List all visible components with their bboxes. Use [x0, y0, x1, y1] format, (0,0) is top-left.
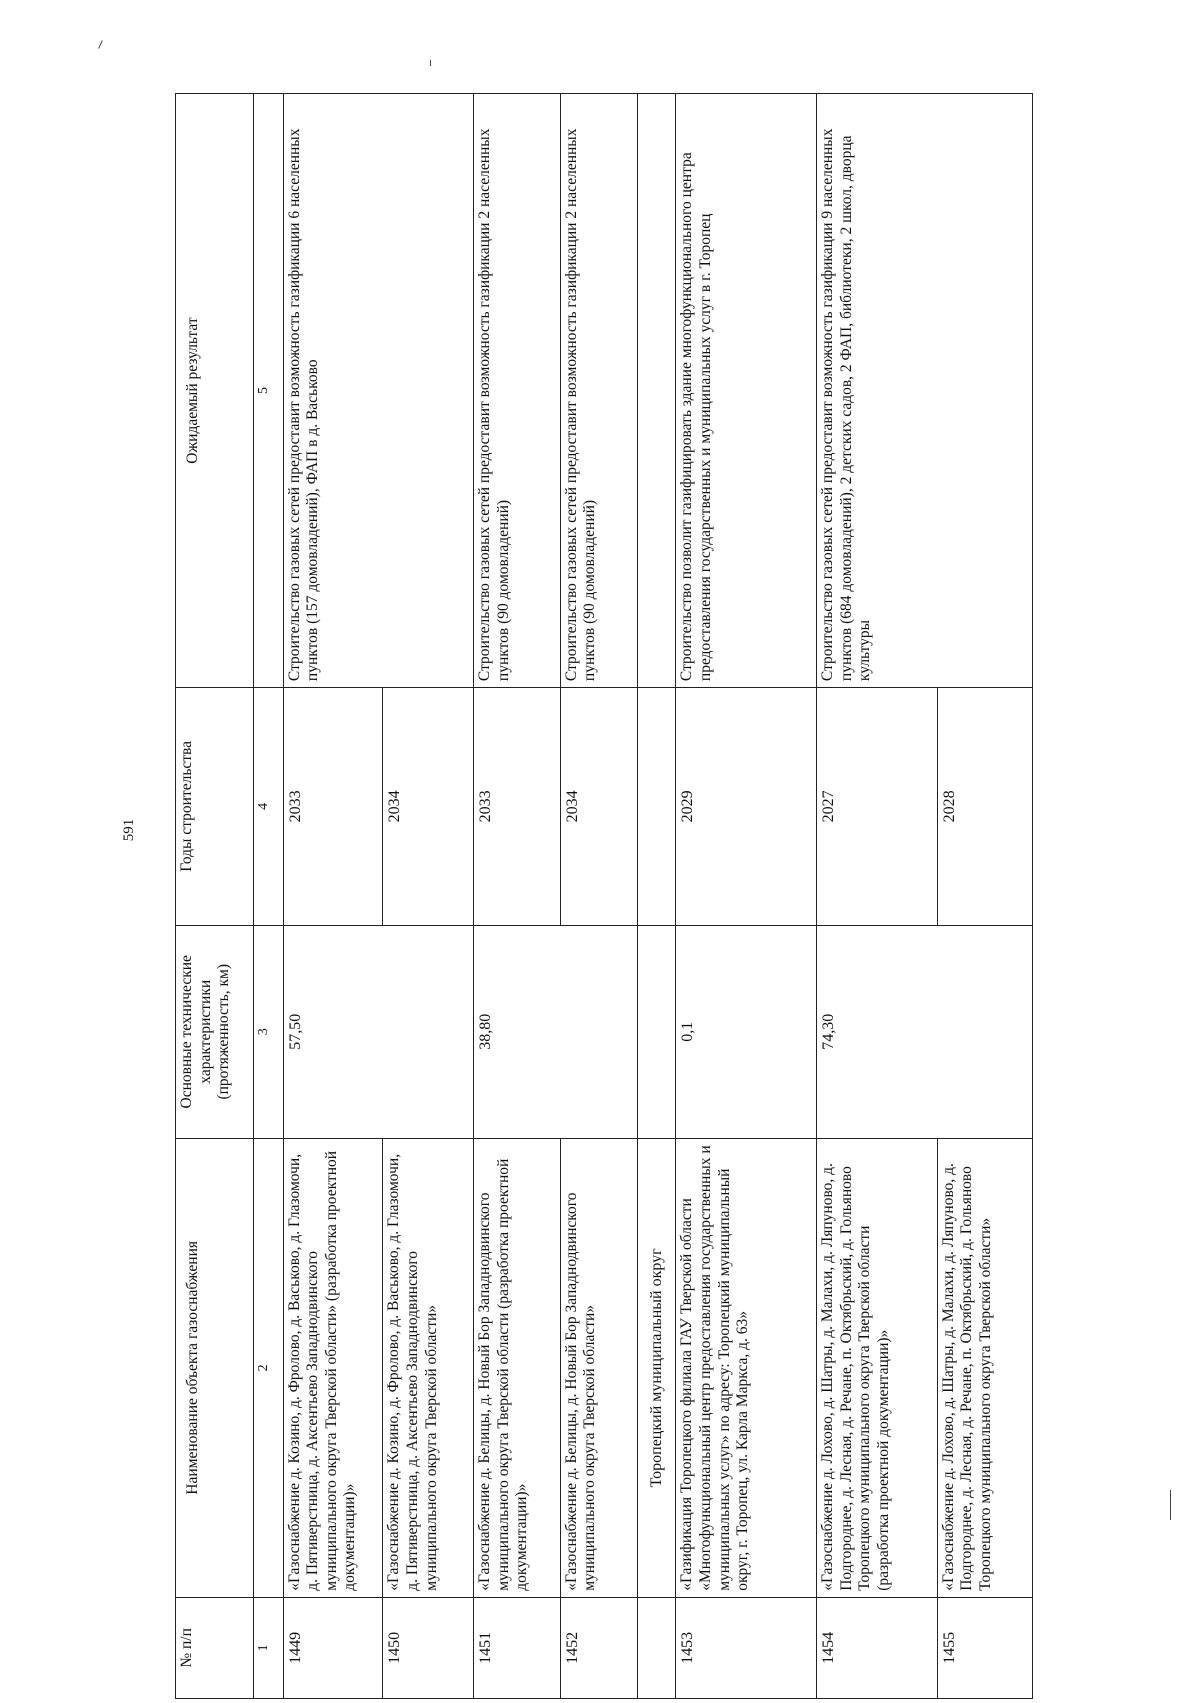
expected-result: Строительство газовых сетей предоставит возможность газификации 9 населенных пунктов (684 домовладений), 2 детских садов, 2 ФАП, библиотеки, 2 школ, дворца культуры [817, 94, 1033, 688]
object-name: «Газоснабжение д. Козино, д. Фролово, д. Васьково, д. Глазомочи, д. Пятиверстница, д. Аксентьево Западнодвинского муниципального округа Тверской области» (разработка проектной документации)» [283, 1138, 383, 1597]
construction-year: 2033 [474, 688, 560, 926]
empty-cell [637, 1597, 676, 1698]
table-section-row [637, 94, 676, 1699]
row-number: 1451 [474, 1597, 560, 1698]
column-number-5: 5 [254, 94, 284, 688]
expected-result: Строительство позволит газифицировать здание многофункционального центра предоставления государственных и муниципальных услуг в г. Торопец [676, 94, 817, 688]
expected-result: Строительство газовых сетей предоставит возможность газификации 2 населенных пунктов (90 домовладений) [560, 94, 637, 688]
table-row [560, 94, 637, 1699]
object-name: «Газоснабжение д. Белицы, д. Новый Бор Западнодвинского муниципального округа Тверской области (разработка проектной документации)» [474, 1138, 560, 1597]
row-number: 1454 [817, 1597, 937, 1698]
row-number: 1455 [937, 1597, 1032, 1698]
header-result: Ожидаемый результат [176, 94, 254, 688]
column-number-1: 1 [254, 1597, 284, 1698]
header-years: Годы строительства [176, 688, 254, 926]
table-row [817, 94, 937, 1699]
empty-cell [637, 925, 676, 1138]
row-number: 1453 [676, 1597, 817, 1698]
construction-year: 2034 [383, 688, 474, 926]
construction-year: 2029 [676, 688, 817, 926]
header-num: № п/п [176, 1597, 254, 1698]
table-row [474, 94, 560, 1699]
table-row [676, 94, 817, 1699]
row-number: 1452 [560, 1597, 637, 1698]
header-name: Наименование объекта газоснабжения [176, 1138, 254, 1597]
header-length: Основные технические характеристики (протяженность, км) [176, 925, 254, 1138]
length-value: 0,1 [676, 925, 817, 1138]
section-title: Торопецкий муниципальный округ [637, 1138, 676, 1597]
length-value: 74,30 [817, 925, 1033, 1138]
construction-year: 2033 [283, 688, 383, 926]
object-name: «Газоснабжение д. Лохово, д. Шатры, д. Малахи, д. Ляпуново, д. Подгороднее, д. Лесная, д. Речане, п. Октябрьский, д. Гольяново Торопецкого муниципального округа Тверской области» [937, 1138, 1032, 1597]
object-name: «Газификация Торопецкого филиала ГАУ Тверской области «Многофункциональный центр предоставления государственных и муниципальных услуг» по адресу: Торопецкий муниципальный округ, г. Торопец, ул. Карла Маркса, д. 63» [676, 1138, 817, 1597]
scan-mark [1170, 1490, 1171, 1520]
object-name: «Газоснабжение д. Козино, д. Фролово, д. Васьково, д. Глазомочи, д. Пятиверстница, д. Аксентьево Западнодвинского муниципального округа Тверской области» [383, 1138, 474, 1597]
empty-cell [637, 94, 676, 688]
expected-result: Строительство газовых сетей предоставит возможность газификации 6 населенных пунктов (157 домовладений), ФАП в д. Васьково [283, 94, 474, 688]
row-number: 1449 [283, 1597, 383, 1698]
length-value: 38,80 [474, 925, 638, 1138]
row-number: 1450 [383, 1597, 474, 1698]
construction-year: 2028 [937, 688, 1032, 926]
rotated-table-wrapper [175, 93, 1033, 1699]
object-name: «Газоснабжение д. Белицы, д. Новый Бор Западнодвинского муниципального округа Тверской области» [560, 1138, 637, 1597]
scan-mark [430, 60, 431, 66]
empty-cell [637, 688, 676, 926]
object-name: «Газоснабжение д. Лохово, д. Шатры, д. Малахи, д. Ляпуново, д. Подгороднее, д. Лесная, д. Речане, п. Октябрьский, д. Гольяново Торопецкого муниципального округа Тверской области (разработка проектной документации)» [817, 1138, 937, 1597]
scan-mark [98, 40, 103, 49]
expected-result: Строительство газовых сетей предоставит возможность газификации 2 населенных пунктов (90 домовладений) [474, 94, 560, 688]
column-number-3: 3 [254, 925, 284, 1138]
construction-year: 2027 [817, 688, 937, 926]
page-number: 591 [121, 818, 137, 842]
gas-objects-table [175, 93, 1033, 1699]
column-number-2: 2 [254, 1138, 284, 1597]
length-value: 57,50 [283, 925, 474, 1138]
construction-year: 2034 [560, 688, 637, 926]
table-row [283, 94, 383, 1699]
column-number-4: 4 [254, 688, 284, 926]
